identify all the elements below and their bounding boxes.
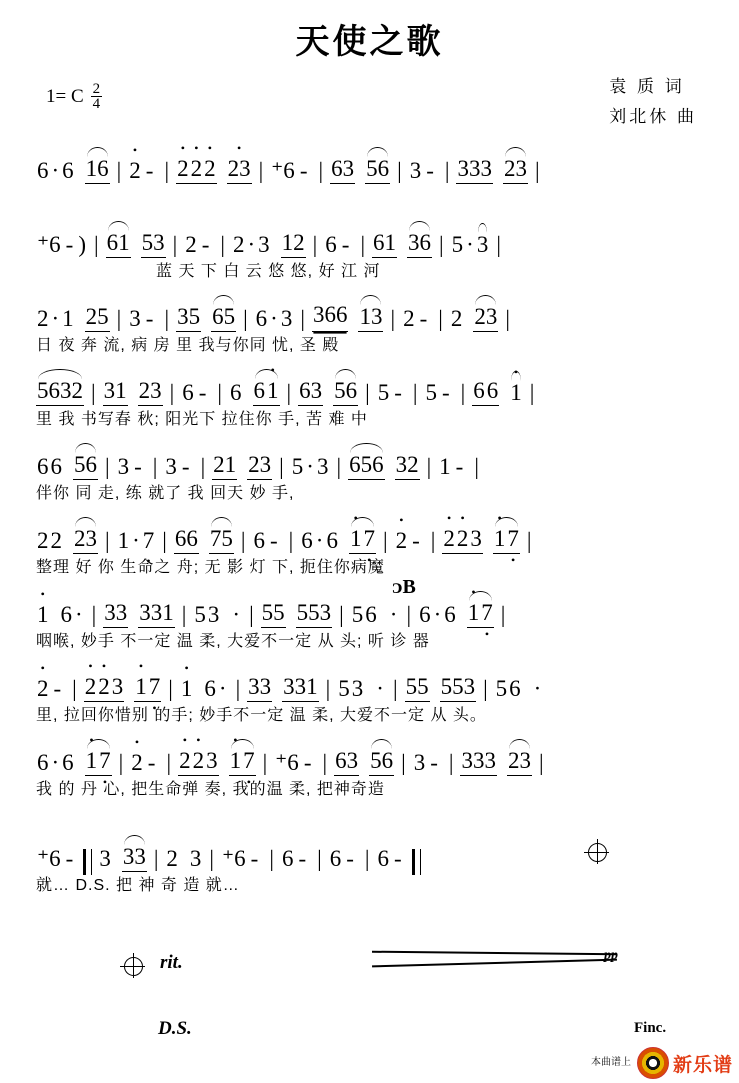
system-7-lyrics: 咽喉, 妙手 不一定 温 柔, 大爱不一定 从 头; 听 诊 器 — [36, 633, 430, 650]
time-signature-denominator: 4 — [92, 96, 101, 113]
rit-marking: rit. — [160, 952, 183, 973]
system-3-notes: 2 · 1 25 | 3 - | 35 65 | 6 · 3 | 366 13 | 2 - | 2 23 | — [36, 288, 703, 332]
pp-dynamic: pp — [604, 948, 618, 963]
system-2-notes: ⁺6 - ) | 61 53 | 2 - | 2 · 3 12 | 6 - | 61 36 | 5 · 3 | — [36, 214, 703, 258]
site-logo[interactable] — [637, 1047, 733, 1079]
system-7-notes: • 1 6 · | 33 331 | 5 3 · | 55 553 | 5 6 · | 6 · 6 • 17 • | — [36, 584, 703, 628]
music-systems — [0, 140, 739, 902]
diminuendo-hairpin — [372, 952, 617, 966]
final-barline — [412, 849, 421, 875]
system-4-notes: 5632 | 31 23 | 6 - | 6 6• 1 | 63 56 | 5 - | 5 - | 6 6 • 1 | — [36, 362, 703, 406]
record-icon — [637, 1047, 669, 1079]
system-8-notes: • 2 - | • 2 • 2 3 • 1 7 • | • 1 6 · | 33 331 | 5 3 · | 55 553 | 5 6 · — [36, 658, 703, 702]
system-5 — [0, 436, 739, 506]
system-4-lyrics: 里 我 书写春 秋; 阳光下 拉住你 手, 苦 难 中 — [36, 411, 368, 428]
system-8-lyrics: 里, 拉回你惜别 的手; 妙手不一定 温 柔, 大爱不一定 从 头。 — [36, 707, 487, 724]
fine-marking: Finc. — [634, 1020, 667, 1036]
system-9-notes: 6 · 6 • 17 • | • 2 - | • 2 • 2 3 • 17 • | ⁺6 - | 63 56 | 3 - | 333 23 | — [36, 732, 703, 776]
footer-note: 本曲谱上 — [590, 1057, 631, 1068]
system-3 — [0, 288, 739, 358]
system-4 — [0, 362, 739, 432]
system-7 — [0, 584, 739, 654]
system-10-lyrics: 就… D.S. 把 神 奇 造 就… — [36, 877, 240, 894]
credits — [609, 72, 697, 132]
footer — [591, 1047, 733, 1079]
system-1-notes: 6 · 6 16 | • 2 - | • 2 • 2 • 2 • 23 | ⁺6 - | 63 56 | 3 - | 333 23 | — [36, 140, 703, 184]
logo-text: 新乐谱 — [672, 1054, 733, 1076]
time-signature — [91, 82, 103, 112]
repeat-barline — [83, 849, 92, 875]
segno-sign: ᴐB — [392, 576, 416, 598]
system-8 — [0, 658, 739, 728]
system-2 — [0, 214, 739, 284]
system-6 — [0, 510, 739, 580]
system-5-lyrics: 伴你 同 走, 练 就了 我 回天 妙 手, — [36, 485, 295, 502]
system-9-lyrics: 我 的 丹 心, 把生命弹 奏, 我的温 柔, 把神奇造 — [36, 781, 385, 798]
system-10 — [0, 828, 739, 898]
system-9 — [0, 732, 739, 802]
system-1-lyrics — [36, 184, 703, 210]
page-title: 天使之歌 — [295, 23, 444, 61]
coda-sign — [588, 843, 607, 862]
system-10-notes: ⁺6 - 3 33 | 2 3 | ⁺6 - | 6 - | 6 - | 6 - — [36, 828, 703, 872]
system-5-notes: 6 6 56 | 3 - | 3 - | 21 23 | 5 · 3 | 656 32 | 1 - | — [36, 436, 703, 480]
key-signature-label: 1= C — [46, 85, 84, 107]
system-1 — [0, 140, 739, 210]
composer: 刘北休 曲 — [609, 107, 697, 126]
time-signature-numerator: 2 — [92, 81, 101, 97]
ds-marking: D.S. — [158, 1018, 192, 1039]
system-6-lyrics: 整理 好 你 生命之 舟; 无 影 灯 下, 扼住你病魔 — [36, 559, 385, 576]
lyricist: 袁 质 词 — [609, 77, 685, 96]
key-signature — [46, 82, 102, 112]
system-2-lyrics: 蓝 天 下 白 云 悠 悠, 好 江 河 — [156, 263, 381, 280]
system-6-notes: 2 2 23 | 1 · 7 • | 66 75 | 6 - | 6 · 6 • 17 • | • 2 - | • 2 • 2 3 • 17 • | — [36, 510, 703, 554]
system-3-lyrics: 日 夜 奔 流, 病 房 里 我与你同 忧, 圣 殿 — [36, 337, 340, 354]
coda-sign-2 — [124, 957, 143, 976]
